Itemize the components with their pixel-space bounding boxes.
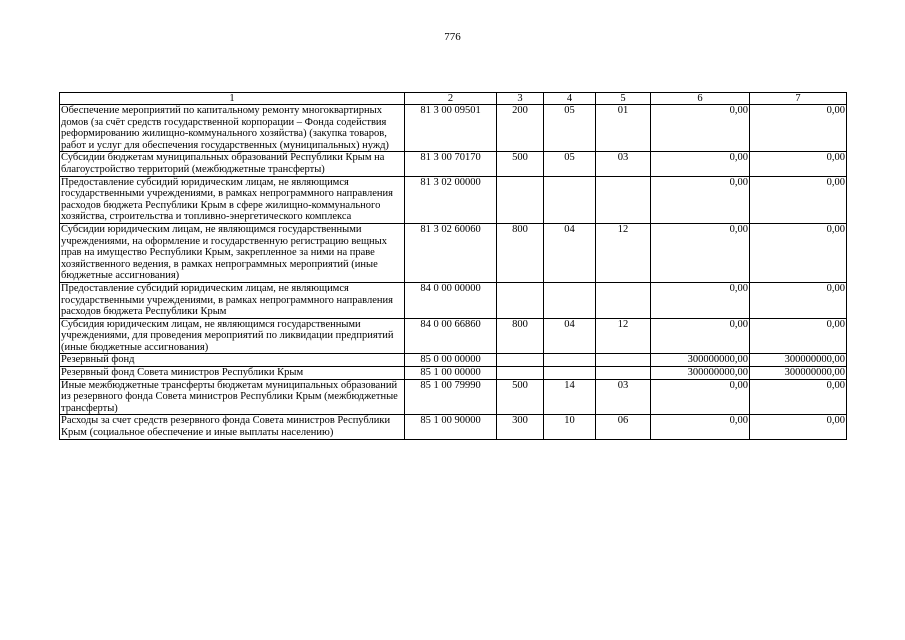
row-vr: 800 <box>497 318 544 354</box>
row-amount-1: 0,00 <box>651 379 750 415</box>
row-code: 84 0 00 00000 <box>405 282 497 318</box>
row-amount-2: 0,00 <box>750 379 847 415</box>
row-name: Субсидии бюджетам муниципальных образований Республики Крым на благоустройство территорий (межбюджетные трансферты) <box>60 152 405 176</box>
row-code: 85 1 00 00000 <box>405 367 497 380</box>
column-header-3: 3 <box>497 93 544 105</box>
row-vr: 500 <box>497 379 544 415</box>
row-code: 85 1 00 79990 <box>405 379 497 415</box>
row-name: Субсидия юридическим лицам, не являющимся государственными учреждениями, для проведения мероприятий по ликвидации предприятий (иные бюджетные ассигнования) <box>60 318 405 354</box>
row-pr: 12 <box>596 223 651 282</box>
row-amount-2: 0,00 <box>750 152 847 176</box>
table-row <box>60 379 847 415</box>
row-pr: 12 <box>596 318 651 354</box>
row-amount-1: 300000000,00 <box>651 354 750 367</box>
row-amount-1: 300000000,00 <box>651 367 750 380</box>
row-rz <box>544 354 596 367</box>
table-row <box>60 354 847 367</box>
row-vr: 200 <box>497 105 544 152</box>
budget-table <box>59 92 847 440</box>
column-header-6: 6 <box>651 93 750 105</box>
row-pr: 03 <box>596 379 651 415</box>
row-pr <box>596 282 651 318</box>
row-vr: 300 <box>497 415 544 439</box>
table-row <box>60 152 847 176</box>
row-amount-1: 0,00 <box>651 176 750 223</box>
row-name: Резервный фонд <box>60 354 405 367</box>
row-pr: 06 <box>596 415 651 439</box>
row-amount-1: 0,00 <box>651 415 750 439</box>
row-amount-1: 0,00 <box>651 318 750 354</box>
row-amount-2: 0,00 <box>750 176 847 223</box>
row-amount-1: 0,00 <box>651 282 750 318</box>
row-pr <box>596 354 651 367</box>
row-pr: 01 <box>596 105 651 152</box>
row-rz <box>544 282 596 318</box>
row-vr: 500 <box>497 152 544 176</box>
row-amount-1: 0,00 <box>651 105 750 152</box>
column-header-7: 7 <box>750 93 847 105</box>
row-code: 81 3 02 00000 <box>405 176 497 223</box>
row-code: 81 3 02 60060 <box>405 223 497 282</box>
row-amount-2: 0,00 <box>750 105 847 152</box>
row-name: Предоставление субсидий юридическим лицам, не являющимся государственными учреждениями, в рамках непрограммного направления расходов бюджета Республики Крым <box>60 282 405 318</box>
row-amount-2: 300000000,00 <box>750 354 847 367</box>
row-amount-1: 0,00 <box>651 223 750 282</box>
table-row <box>60 105 847 152</box>
row-vr: 800 <box>497 223 544 282</box>
row-name: Резервный фонд Совета министров Республики Крым <box>60 367 405 380</box>
row-name: Иные межбюджетные трансферты бюджетам муниципальных образований из резервного фонда Совета министров Республики Крым (межбюджетные трансферты) <box>60 379 405 415</box>
row-vr <box>497 354 544 367</box>
row-amount-2: 0,00 <box>750 223 847 282</box>
row-rz: 10 <box>544 415 596 439</box>
row-amount-2: 0,00 <box>750 415 847 439</box>
row-rz: 04 <box>544 318 596 354</box>
column-header-5: 5 <box>596 93 651 105</box>
table-row <box>60 176 847 223</box>
table-row <box>60 367 847 380</box>
table-row <box>60 223 847 282</box>
row-amount-2: 0,00 <box>750 318 847 354</box>
row-code: 84 0 00 66860 <box>405 318 497 354</box>
row-rz: 05 <box>544 105 596 152</box>
page-number: 776 <box>444 31 461 43</box>
row-vr <box>497 282 544 318</box>
row-pr <box>596 176 651 223</box>
row-rz <box>544 176 596 223</box>
table-row <box>60 282 847 318</box>
row-name: Предоставление субсидий юридическим лицам, не являющимся государственными учреждениями, в рамках непрограммного направления расходов бюджета Республики Крым в сфере жилищно-коммунального хозяйства, строительства и топливно-энергетического комплекса <box>60 176 405 223</box>
row-pr <box>596 367 651 380</box>
row-rz: 04 <box>544 223 596 282</box>
row-rz <box>544 367 596 380</box>
column-header-2: 2 <box>405 93 497 105</box>
row-name: Обеспечение мероприятий по капитальному ремонту многоквартирных домов (за счёт средств государственной корпорации – Фонда содействия реформированию жилищно-коммунального хозяйства) (закупка товаров, работ и услуг для обеспечения государственных (муниципальных) нужд) <box>60 105 405 152</box>
row-name: Субсидии юридическим лицам, не являющимся государственными учреждениями, на оформление и государственную регистрацию вещных прав на имущество Республики Крым, закрепленное за ними на праве хозяйственного ведения, в рамках непрограммных мероприятий (иные бюджетные ассигнования) <box>60 223 405 282</box>
table-row <box>60 415 847 439</box>
row-code: 85 1 00 90000 <box>405 415 497 439</box>
row-rz: 14 <box>544 379 596 415</box>
row-amount-2: 300000000,00 <box>750 367 847 380</box>
row-pr: 03 <box>596 152 651 176</box>
row-vr <box>497 176 544 223</box>
row-vr <box>497 367 544 380</box>
row-rz: 05 <box>544 152 596 176</box>
row-name: Расходы за счет средств резервного фонда Совета министров Республики Крым (социальное обеспечение и иные выплаты населению) <box>60 415 405 439</box>
column-header-4: 4 <box>544 93 596 105</box>
row-amount-2: 0,00 <box>750 282 847 318</box>
header-row <box>60 93 847 105</box>
row-code: 85 0 00 00000 <box>405 354 497 367</box>
table-row <box>60 318 847 354</box>
row-code: 81 3 00 70170 <box>405 152 497 176</box>
row-code: 81 3 00 09501 <box>405 105 497 152</box>
row-amount-1: 0,00 <box>651 152 750 176</box>
column-header-1: 1 <box>60 93 405 105</box>
